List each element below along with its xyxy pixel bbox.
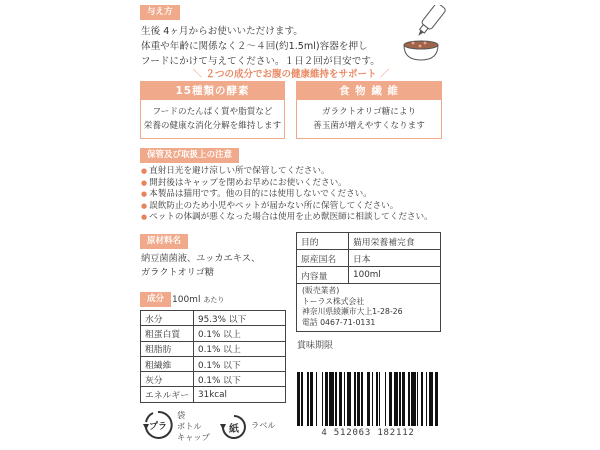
seller-cell: [297, 284, 441, 332]
nutrition-per-amount: 100ml: [172, 295, 201, 305]
nutrition-table: [140, 310, 286, 403]
storage-item-text: 誤飲防止のため小児やペットが届かない所に保管してください。: [149, 200, 399, 211]
table-cell: エネルギー: [141, 387, 194, 402]
table-cell: 0.1% 以下: [194, 372, 286, 387]
table-cell: 0.1% 以上: [194, 341, 286, 356]
barcode-bar: [297, 372, 300, 426]
pla-labels: [177, 410, 210, 443]
storage-item-text: 本製品は猫用です。他の目的には使用しないでください。: [149, 189, 372, 199]
bullet-icon: ●: [141, 213, 148, 221]
table-cell: 原産国名: [297, 250, 349, 267]
table-row: [297, 284, 441, 332]
bullet-icon: ●: [141, 167, 148, 175]
barcode-bar: [357, 372, 360, 426]
barcode-bar: [426, 372, 427, 426]
barcode-bar: [367, 372, 370, 426]
storage-item-text: 開封後はキャップを閉めお早めにお使いください。: [149, 177, 347, 188]
storage-item: [141, 166, 433, 178]
table-row: [141, 311, 286, 326]
fiber-title: 食 物 繊 維: [297, 82, 441, 100]
feeding-instructions: [141, 24, 380, 69]
product-info-table: [296, 232, 441, 332]
table-cell: 100ml: [349, 267, 441, 284]
barcode-bar: [385, 372, 386, 426]
feeding-line: 生後 4ヶ月からお使いいただけます。: [141, 26, 303, 37]
table-row: [297, 233, 441, 250]
barcode: [297, 372, 439, 426]
table-cell: 内容量: [297, 267, 349, 284]
pla-mark-text: プラ: [148, 422, 168, 432]
barcode-bar: [379, 372, 380, 426]
pla-label: 袋: [177, 410, 186, 420]
table-row: [141, 326, 286, 341]
barcode-bar: [316, 372, 317, 426]
expiry-label: 賞味期限: [297, 341, 334, 351]
barcode-bar: [394, 372, 398, 426]
barcode-bar: [301, 372, 302, 426]
table-cell: 31kcal: [194, 387, 286, 402]
storage-tag: 保管及び取扱上の注意: [140, 148, 239, 163]
enzyme-title: 15種類の酵素: [141, 82, 284, 100]
table-cell: 猫用栄養補完食: [349, 233, 441, 250]
barcode-bar: [399, 372, 400, 426]
ingredients-text: [141, 252, 260, 280]
barcode-bar: [361, 372, 362, 426]
barcode-bar: [411, 372, 415, 426]
pla-recycle-icon: [143, 410, 173, 440]
paper-label: ラベル: [251, 420, 276, 430]
table-cell: 95.3% 以下: [194, 311, 286, 326]
table-cell: 日本: [349, 250, 441, 267]
table-cell: 粗脂肪: [141, 341, 194, 356]
barcode-bar: [408, 372, 409, 426]
barcode-bar: [402, 372, 405, 426]
table-cell: 粗繊維: [141, 356, 194, 371]
storage-item: [141, 212, 433, 224]
highlight-text: ２つの成分でお腹の健康維持をサポート: [205, 69, 377, 80]
fiber-box: [296, 81, 442, 139]
paper-recycle-icon: [220, 414, 248, 440]
barcode-bar: [310, 372, 313, 426]
seller-line: (販売業者): [302, 286, 340, 295]
feeding-tag: 与え方: [140, 5, 180, 20]
table-row: [141, 387, 286, 402]
barcode-bar: [329, 372, 333, 426]
seller-line: 電話 0467-71-0131: [302, 317, 376, 327]
ingredients-tag: 原材料名: [140, 234, 188, 249]
fiber-line: ガラクトオリゴ糖により: [321, 107, 417, 117]
barcode-number: 4 512063 182112: [321, 428, 415, 438]
nutrition-tag: 成分: [140, 292, 171, 307]
enzyme-box: [140, 81, 285, 139]
barcode-bar: [429, 372, 433, 426]
barcode-bar: [354, 372, 355, 426]
feeding-line: フードにかけて与えてください。１日２回が目安です。: [141, 56, 380, 67]
table-cell: 灰分: [141, 372, 194, 387]
barcode-bar: [344, 372, 345, 426]
enzyme-line: 栄養の健康な消化分解を維持します: [143, 121, 282, 131]
bullet-icon: ●: [141, 178, 148, 187]
barcode-bar: [307, 372, 308, 426]
storage-item: [141, 178, 433, 190]
storage-item: [141, 189, 433, 201]
table-row: [141, 372, 286, 387]
storage-notes: [141, 166, 433, 224]
bullet-icon: ●: [141, 201, 148, 210]
barcode-bar: [372, 372, 373, 426]
barcode-bar: [435, 372, 438, 426]
table-cell: 0.1% 以上: [194, 326, 286, 341]
table-row: [297, 267, 441, 284]
storage-item: [141, 201, 433, 213]
barcode-bar: [417, 372, 418, 426]
barcode-bar: [322, 372, 323, 426]
dropper-cup-illustration: [392, 5, 452, 65]
bullet-icon: ●: [141, 190, 148, 198]
table-cell: 目的: [297, 233, 349, 250]
storage-item-text: ペットの体調が悪くなった場合は使用を止め獣医師に相談してください。: [149, 212, 433, 222]
storage-item-text: 直射日光を避け涼しい所で保管してください。: [149, 166, 330, 176]
highlight-caption: ＼ ２つの成分でお腹の健康維持をサポート ／: [192, 69, 390, 80]
barcode-bar: [376, 372, 377, 426]
table-cell: 0.1% 以下: [194, 356, 286, 371]
table-cell: 粗蛋白質: [141, 326, 194, 341]
table-row: [297, 250, 441, 267]
barcode-bar: [389, 372, 392, 426]
nutrition-per: [172, 295, 224, 305]
pla-label: キャップ: [177, 432, 210, 442]
fiber-line: 善玉菌が増えやすくなります: [313, 121, 425, 131]
barcode-bar: [339, 372, 342, 426]
paper-mark-text: 紙: [229, 424, 239, 435]
pla-label: ボトル: [177, 421, 202, 431]
barcode-bar: [325, 372, 328, 426]
enzyme-line: フードのたんぱく質や脂質など: [152, 107, 273, 117]
ingredients-line: ガラクトオリゴ糖: [141, 267, 215, 278]
seller-line: 神奈川県綾瀬市大上1-28-26: [302, 307, 403, 316]
ingredients-line: 納豆菌菌液、ユッカエキス、: [141, 253, 261, 264]
barcode-bar: [421, 372, 422, 426]
table-row: [141, 356, 286, 371]
barcode-bar: [347, 372, 351, 426]
nutrition-per-suffix: あたり: [203, 296, 225, 304]
table-row: [141, 341, 286, 356]
table-cell: 水分: [141, 311, 194, 326]
barcode-bar: [335, 372, 336, 426]
seller-line: トーラス株式会社: [302, 296, 365, 306]
feeding-line: 体重や年齢に関係なく２～４回(約1.5ml)容器を押し: [141, 41, 368, 52]
